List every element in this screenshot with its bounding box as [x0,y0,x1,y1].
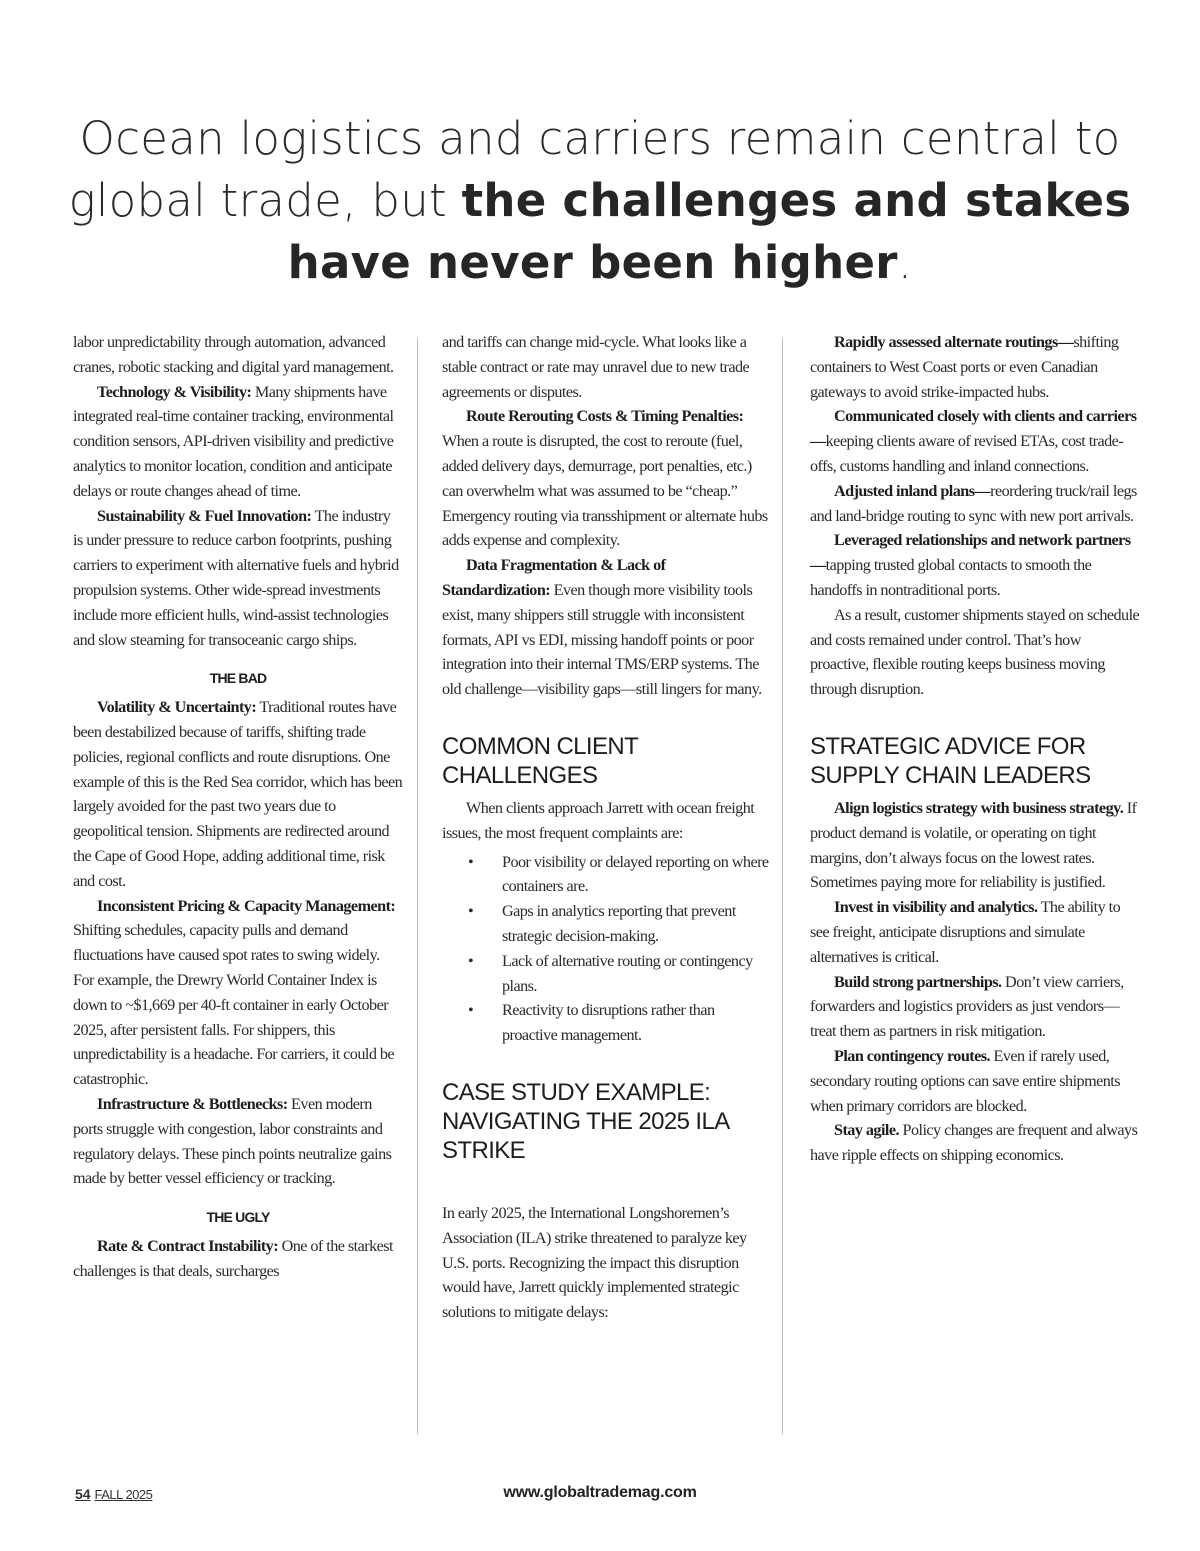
paragraph-body: Many shipments have integrated real-time container tracking, environmental condition sensors, API-driven visibility and predictive analytics to monitor location, condition and anticipate delays or route changes ahead of time. [73,382,394,500]
paragraph-body: Shifting schedules, capacity pulls and demand fluctuations have caused spot rates to swing widely. For example, the Drewry World Container Index is down to ~$1,669 per 40-ft container in early October 2025, after persistent falls. For shippers, this unpredictability is a headache. For carriers, it could be catastrophic. [73,921,395,1089]
section-heading-strategic-advice: STRATEGIC ADVICE FOR SUPPLY CHAIN LEADERS [810,732,1091,789]
paragraph [73,504,403,653]
paragraph [810,528,1140,602]
headline-period: . [897,236,913,289]
paragraph: In early 2025, the International Longshoremen’s Association (ILA) strike threatened to paralyze key U.S. ports. Recognizing the impact this disruption would have, Jarrett quickly implemented strategic solutions to mitigate delays: [442,1203,747,1322]
paragraph-body: When a route is disrupted, the cost to reroute (fuel, added delivery days, demurrage, port penalties, etc.) can overwhelm what was assumed to be “cheap.” Emergency routing via transshipment or alternate hubs adds expense and complexity. [442,432,768,550]
list-item [442,998,772,1048]
paragraph-body: The industry is under pressure to reduce carbon footprints, pushing carriers to experiment with alternative fuels and hybrid propulsion systems. Other wide-spread investments include more efficient hulls, wind-assist technologies and slow steaming for transoceanic cargo ships. [73,506,399,649]
paragraph-lead: Leveraged relationships and network partners— [810,531,1131,575]
bullet-list [442,850,772,1048]
paragraph: As a result, customer shipments stayed on schedule and costs remained under control. That’s how proactive, flexible routing keeps business moving through disruption. [810,605,1140,699]
paragraph-lead: Plan contingency routes. [834,1046,991,1065]
paragraph [810,330,1140,404]
column-divider [782,338,783,1434]
paragraph-lead: Route Rerouting Costs & Timing Penalties: [466,407,744,426]
paragraph [73,1234,403,1284]
bullet-icon: • [468,951,474,970]
paragraph [73,1092,403,1191]
paragraph-body: Even modern ports struggle with congestion, labor constraints and regulatory delays. These pinch points neutralize gains made by better vessel efficiency or tracking. [73,1094,392,1188]
paragraph-lead: Communicated closely with clients and carriers— [810,407,1137,451]
paragraph-lead: Technology & Visibility: [97,382,252,401]
section-heading-common-client-challenges: COMMON CLIENT CHALLENGES [442,732,638,789]
list-item [442,850,772,900]
bullet-icon: • [468,1001,474,1020]
paragraph-lead: Adjusted inland plans— [834,481,991,500]
paragraph-body: Even though more visibility tools exist, many shippers still struggle with inconsistent formats, API vs EDI, missing handoff points or poor integration into their internal TMS/ERP systems. The old challenge—visibility gaps—still lingers for many. [442,580,762,699]
paragraph-body: Don’t view carriers, forwarders and logistics providers as just vendors—treat them as partners in risk mitigation. [810,972,1124,1041]
paragraph-body: reordering truck/rail legs and land-bridge routing to sync with new port arrivals. [810,481,1137,525]
paragraph: and tariffs can change mid-cycle. What looks like a stable contract or rate may unravel due to new trade agreements or disputes. [442,333,750,401]
article-column-2 [442,330,772,1325]
paragraph-body: One of the starkest challenges is that deals, surcharges [73,1236,393,1280]
paragraph: When clients approach Jarrett with ocean freight issues, the most frequent complaints are: [442,798,755,842]
paragraph-lead: Volatility & Uncertainty: [97,698,257,717]
issue-season: FALL 2025 [94,1487,153,1502]
subheading-the-bad: THE BAD [209,670,267,687]
paragraph [810,479,1140,529]
footer-website-url: www.globaltrademag.com [503,1484,697,1501]
paragraph [442,404,772,553]
list-item [442,899,772,949]
paragraph [73,695,403,893]
paragraph-body: Even if rarely used, secondary routing options can save entire shipments when primary corridors are blocked. [810,1046,1121,1115]
list-item-text: Poor visibility or delayed reporting on where containers are. [502,852,769,896]
paragraph [810,796,1140,895]
list-item-text: Reactivity to disruptions rather than proactive management. [502,1001,715,1045]
paragraph-lead: Inconsistent Pricing & Capacity Management: [97,896,396,915]
headline-bold-text: the challenges and stakes have never been higher [287,174,1132,289]
paragraph-lead: Rapidly assessed alternate routings— [834,333,1074,351]
paragraph: labor unpredictability through automation, advanced cranes, robotic stacking and digital yard management. [73,333,394,376]
paragraph-lead: Infrastructure & Bottlenecks: [97,1094,288,1113]
paragraph-body: keeping clients aware of revised ETAs, cost trade-offs, customs handling and inland connections. [810,432,1124,475]
subheading-the-ugly: THE UGLY [206,1209,270,1226]
paragraph-lead: Stay agile. [834,1121,899,1140]
paragraph [810,895,1140,969]
paragraph-body: Policy changes are frequent and always have ripple effects on shipping economics. [810,1121,1138,1165]
paragraph [810,404,1140,478]
paragraph-lead: Invest in visibility and analytics. [834,898,1038,917]
list-item-text: Lack of alternative routing or contingency plans. [502,951,753,995]
article-column-1 [73,330,403,1283]
paragraph-lead: Sustainability & Fuel Innovation: [97,506,312,525]
headline-text: Ocean logistics and carriers remain central to global trade, but [68,112,1121,227]
article-column-3 [810,330,1140,1168]
paragraph-lead: Build strong partnerships. [834,972,1002,991]
paragraph-body: shifting containers to West Coast ports or even Canadian gateways to avoid strike-impacted hubs. [810,333,1119,401]
column-divider [417,338,418,1434]
paragraph-lead: Align logistics strategy with business strategy. [834,798,1124,817]
paragraph [810,1044,1140,1118]
page-number: 54 [75,1486,91,1502]
list-item-text: Gaps in analytics reporting that prevent strategic decision-making. [502,902,736,945]
paragraph [810,970,1140,1044]
paragraph-lead: Data Fragmentation & Lack of Standardization: [442,556,666,599]
pull-quote-headline [60,108,1140,294]
paragraph-body: The ability to see freight, anticipate disruptions and simulate alternatives is critical. [810,898,1121,966]
paragraph [442,553,772,702]
paragraph-body: If product demand is volatile, or operating on tight margins, don’t always focus on the lowest rates. Sometimes paying more for reliability is justified. [810,798,1137,892]
paragraph-body: Traditional routes have been destabilized because of tariffs, shifting trade policies, regional conflicts and route disruptions. One example of this is the Red Sea corridor, which has been largely avoided for the past two years due to geopolitical tension. Shipments are redirected around the Cape of Good Hope, adding additional time, risk and cost. [73,698,403,890]
list-item [442,949,772,999]
section-heading-case-study: CASE STUDY EXAMPLE: NAVIGATING THE 2025 ILA STRIKE [442,1078,729,1164]
paragraph [73,894,403,1092]
spacer [442,1171,772,1201]
paragraph-body: tapping trusted global contacts to smooth the handoffs in nontraditional ports. [810,556,1092,599]
paragraph-lead: Rate & Contract Instability: [97,1236,279,1255]
paragraph [73,380,403,504]
bullet-icon: • [468,902,474,921]
paragraph [810,1118,1140,1168]
bullet-icon: • [468,852,474,871]
